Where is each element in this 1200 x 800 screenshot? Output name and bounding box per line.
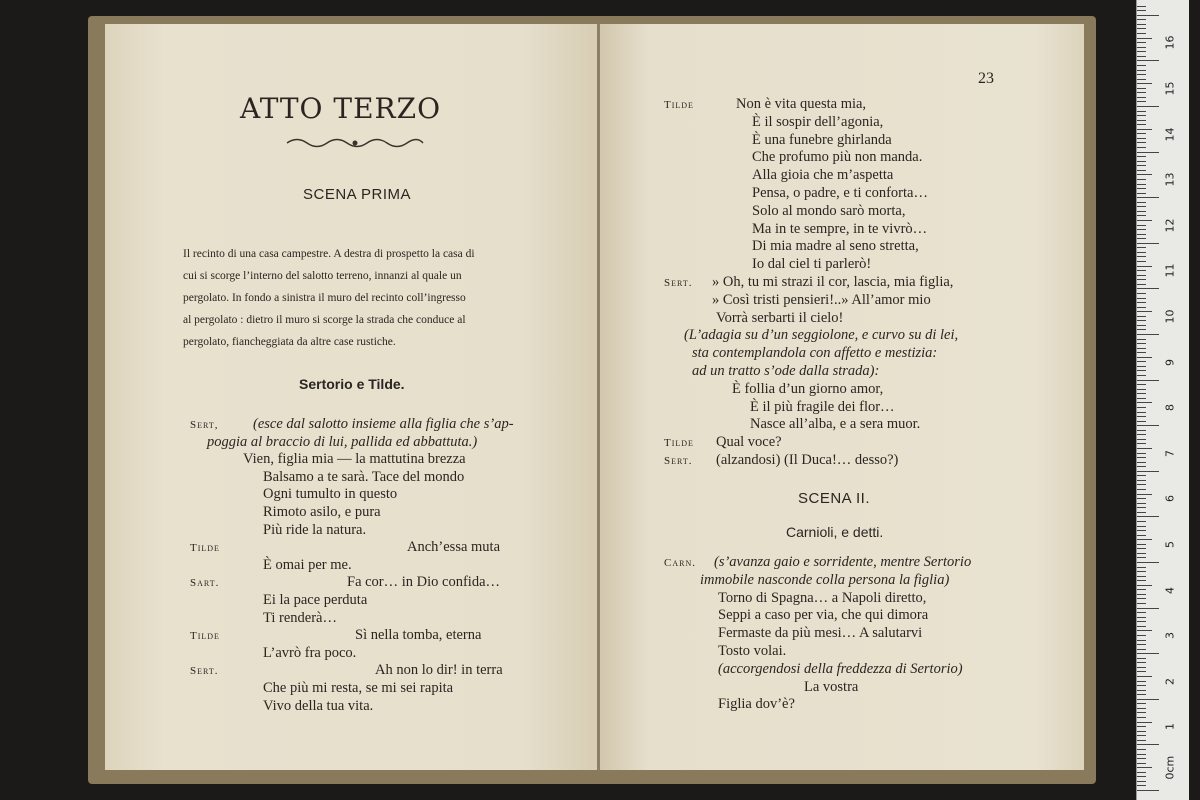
ruler-number: 0cm (1163, 755, 1177, 780)
cast-list: Carnioli, e detti. (786, 524, 884, 540)
ruler-tick (1137, 247, 1146, 248)
ruler-tick (1137, 667, 1146, 668)
stage-direction-line: (esce dal salotto insieme alla figlia che s’ap- (253, 416, 514, 432)
ruler-tick (1137, 471, 1159, 472)
ruler-tick (1137, 512, 1146, 513)
ruler-tick (1137, 261, 1146, 262)
scene-heading: SCENA II. (798, 490, 871, 507)
stage-direction-line: sta contemplandola con affetto e mestizia: (692, 345, 938, 362)
ruler-tick (1137, 88, 1146, 89)
ruler-tick (1137, 466, 1146, 467)
ruler-tick (1137, 448, 1152, 449)
verse-line: Fermaste da più mesi… A salutarvi (718, 625, 923, 642)
ruler-tick (1137, 83, 1152, 84)
right-page (600, 24, 1084, 770)
ruler-tick (1137, 644, 1146, 645)
ruler-tick (1137, 243, 1159, 244)
ruler-tick (1137, 434, 1146, 435)
verse-line: (alzandosi) (Il Duca!… desso?) (716, 452, 899, 468)
verse-line: Alla gioia che m’aspetta (752, 167, 894, 184)
ruler-tick (1137, 375, 1146, 376)
ruler-tick (1137, 15, 1159, 16)
ruler-tick (1137, 202, 1146, 203)
stage-line: pergolato, fiancheggiata da altre case rustiche. (183, 336, 396, 348)
ruler-tick (1137, 161, 1146, 162)
ruler-tick (1137, 598, 1146, 599)
speaker-label: Sert. (664, 277, 693, 289)
ruler-tick (1137, 430, 1146, 431)
ruler-tick (1137, 352, 1146, 353)
ruler-tick (1137, 772, 1146, 773)
verse-line: Rimoto asilo, e pura (263, 504, 381, 520)
ruler-tick (1137, 685, 1146, 686)
ruler-tick (1137, 612, 1146, 613)
stage-direction-line: ad un tratto s’ode dalla strada): (692, 363, 880, 379)
ruler-tick (1137, 735, 1146, 736)
ruler-number: 15 (1163, 81, 1177, 96)
ruler-tick (1137, 776, 1146, 777)
ruler-tick (1137, 681, 1146, 682)
scene-heading: SCENA PRIMA (303, 186, 412, 203)
ruler-tick (1137, 530, 1146, 531)
ruler-tick (1137, 617, 1146, 618)
ruler-tick (1137, 562, 1159, 563)
ruler-tick (1137, 498, 1146, 499)
verse-line: Che più mi resta, se mi sei rapita (263, 680, 454, 696)
ruler-tick (1137, 626, 1146, 627)
ruler-tick (1137, 288, 1159, 289)
ruler-number: 4 (1163, 586, 1177, 594)
ruler-tick (1137, 503, 1146, 504)
ruler-tick (1137, 489, 1146, 490)
page-number: 23 (978, 70, 994, 87)
speaker-label: Tilde (190, 542, 220, 555)
ruler-tick (1137, 630, 1152, 631)
ruler-tick (1137, 462, 1146, 463)
ruler-tick (1137, 635, 1146, 636)
ruler-tick (1137, 298, 1146, 299)
ruler-tick (1137, 279, 1146, 280)
stage-line: pergolato. In fondo a sinistra il muro del recinto coll’ingresso (183, 292, 466, 304)
ruler-tick (1137, 580, 1146, 581)
stage-direction-line: (s’avanza gaio e sorridente, mentre Sertorio (714, 554, 972, 570)
ruler-tick (1137, 302, 1146, 303)
ruler-number: 7 (1163, 449, 1177, 457)
verse-line: Più ride la natura. (263, 521, 367, 538)
ruler-tick (1137, 65, 1146, 66)
verse-line: L’avrò fra poco. (263, 644, 357, 661)
ruler-tick (1137, 206, 1146, 207)
ruler-tick (1137, 252, 1146, 253)
verse-line: Ogni tumulto in questo (263, 486, 398, 503)
ruler-tick (1137, 111, 1146, 112)
verse-line: Balsamo a te sarà. Tace del mondo (263, 468, 465, 485)
ruler-tick (1137, 521, 1146, 522)
verse-line: Vien, figlia mia — la mattutina brezza (243, 451, 466, 468)
ruler-tick (1137, 544, 1146, 545)
stage-line: cui si scorge l’interno del salotto terreno, innanzi al quale un (183, 270, 462, 282)
verse-line: Che profumo più non manda. (752, 149, 923, 166)
ruler-tick (1137, 457, 1146, 458)
ruler-tick (1137, 311, 1152, 312)
ruler-tick (1137, 649, 1146, 650)
ruler-tick (1137, 79, 1146, 80)
ruler-tick (1137, 343, 1146, 344)
ruler-number: 11 (1163, 263, 1177, 278)
verse-line: Figlia dov’è? (718, 696, 795, 713)
ruler-tick (1137, 603, 1146, 604)
ruler-tick (1137, 621, 1146, 622)
ruler-tick (1137, 188, 1146, 189)
ruler-tick (1137, 740, 1146, 741)
ruler-tick (1137, 676, 1152, 677)
ruler-tick (1137, 407, 1146, 408)
ruler-number: 14 (1163, 127, 1177, 142)
ruler-tick (1137, 275, 1146, 276)
ruler-tick (1137, 101, 1146, 102)
verse-line: È il più fragile dei flor… (750, 398, 895, 415)
ruler-tick (1137, 480, 1146, 481)
ruler-tick (1137, 439, 1146, 440)
ruler-tick (1137, 74, 1146, 75)
ruler-tick (1137, 608, 1159, 609)
ornament-divider (285, 136, 425, 150)
ruler-tick (1137, 170, 1146, 171)
cast-list: Sertorio e Tilde. (299, 376, 405, 392)
ruler-tick (1137, 571, 1146, 572)
ruler-number: 9 (1163, 358, 1177, 366)
ruler-tick (1137, 215, 1146, 216)
ruler-tick (1137, 320, 1146, 321)
ruler-tick (1137, 699, 1159, 700)
ruler-tick (1137, 557, 1146, 558)
speaker-label: Sert. (190, 665, 219, 678)
ruler-tick (1137, 60, 1159, 61)
ruler-tick (1137, 6, 1146, 7)
ruler-tick (1137, 339, 1146, 340)
ruler-tick (1137, 576, 1146, 577)
ruler-tick (1137, 494, 1152, 495)
ruler-tick (1137, 124, 1146, 125)
ruler-number: 1 (1163, 723, 1177, 731)
ruler-tick (1137, 225, 1146, 226)
verse-line: Di mia madre al seno stretta, (752, 238, 919, 255)
ruler-tick (1137, 453, 1146, 454)
verse-line: Vorrà serbarti il cielo! (716, 309, 844, 326)
ruler-tick (1137, 694, 1146, 695)
ruler-tick (1137, 197, 1159, 198)
ruler-tick (1137, 19, 1146, 20)
ruler-tick (1137, 658, 1146, 659)
verse-line: Pensa, o padre, e ti conforta… (752, 185, 928, 201)
ruler-tick (1137, 763, 1146, 764)
ruler-tick (1137, 348, 1146, 349)
ruler-tick (1137, 229, 1146, 230)
ruler-tick (1137, 421, 1146, 422)
ruler-tick (1137, 38, 1152, 39)
ruler-tick (1137, 398, 1146, 399)
verse-line: È follia d’un giorno amor, (732, 380, 884, 397)
ruler-tick (1137, 717, 1146, 718)
ruler-tick (1137, 767, 1152, 768)
ruler-tick (1137, 165, 1146, 166)
verse-line: » Oh, tu mi strazi il cor, lascia, mia figlia, (712, 274, 954, 290)
ruler-tick (1137, 28, 1146, 29)
ruler-tick (1137, 47, 1146, 48)
ruler-tick (1137, 539, 1152, 540)
ruler-tick (1137, 785, 1146, 786)
left-page (105, 24, 597, 770)
ruler-tick (1137, 662, 1146, 663)
ruler-tick (1137, 380, 1159, 381)
ruler-tick (1137, 754, 1146, 755)
speaker-label: Sert. (664, 455, 693, 467)
ruler-tick (1137, 33, 1146, 34)
ruler-tick (1137, 585, 1152, 586)
ruler-tick (1137, 307, 1146, 308)
ruler-tick (1137, 92, 1146, 93)
ruler-tick (1137, 115, 1146, 116)
ruler-tick (1137, 384, 1146, 385)
ruler-tick (1137, 256, 1146, 257)
stage-direction-line: (accorgendosi della freddezza di Sertorio) (718, 660, 963, 677)
ruler-tick (1137, 42, 1146, 43)
measuring-ruler (1136, 0, 1189, 800)
ruler-number: 16 (1163, 35, 1177, 50)
ruler-tick (1137, 671, 1146, 672)
ruler-tick (1137, 357, 1152, 358)
ruler-tick (1137, 781, 1146, 782)
ruler-number: 5 (1163, 541, 1177, 548)
ruler-tick (1137, 402, 1152, 403)
ruler-tick (1137, 731, 1146, 732)
ruler-number: 10 (1163, 309, 1177, 324)
ruler-tick (1137, 749, 1146, 750)
ruler-tick (1137, 712, 1146, 713)
ruler-tick (1137, 790, 1159, 791)
verse-line: Ma in te sempre, in te vivrò… (752, 220, 928, 237)
ruler-tick (1137, 106, 1159, 107)
ruler-tick (1137, 589, 1146, 590)
speaker-label: Tilde (190, 630, 220, 643)
verse-line: Vivo della tua vita. (263, 697, 374, 714)
verse-line: La vostra (804, 678, 859, 695)
speaker-label: Tilde (664, 437, 694, 450)
ruler-tick (1137, 142, 1146, 143)
ruler-tick (1137, 475, 1146, 476)
stage-direction-line: immobile nasconde colla persona la figlia) (700, 571, 950, 588)
ruler-tick (1137, 594, 1146, 595)
ruler-tick (1137, 640, 1146, 641)
act-title: ATTO TERZO (240, 92, 442, 125)
verse-line: Tosto volai. (718, 643, 787, 659)
verse-line: È il sospir dell’agonia, (752, 113, 884, 130)
ruler-tick (1137, 174, 1152, 175)
ruler-tick (1137, 722, 1152, 723)
stage-direction-line: (L’adagia su d’un seggiolone, e curvo su di lei, (684, 327, 959, 344)
ruler-tick (1137, 220, 1152, 221)
verse-line: Io dal ciel ti parlerò! (752, 256, 872, 273)
ruler-tick (1137, 526, 1146, 527)
ruler-tick (1137, 129, 1152, 130)
speaker-label: Carn. (664, 557, 696, 569)
speaker-label: Sert, (190, 419, 219, 431)
ruler-number: 8 (1163, 404, 1177, 412)
ruler-number: 2 (1163, 677, 1177, 685)
verse-line: Sì nella tomba, eterna (355, 627, 482, 644)
verse-line: Non è vita questa mia, (736, 96, 867, 112)
ruler-tick (1137, 147, 1146, 148)
ruler-tick (1137, 138, 1146, 139)
stage-line: Il recinto di una casa campestre. A destra di prospetto la casa di (183, 248, 475, 260)
ruler-tick (1137, 443, 1146, 444)
ruler-tick (1137, 24, 1146, 25)
ruler-tick (1137, 56, 1146, 57)
verse-line: Fa cor… in Dio confida… (347, 574, 501, 591)
ruler-tick (1137, 366, 1146, 367)
ruler-tick (1137, 179, 1146, 180)
ruler-tick (1137, 184, 1146, 185)
verse-line: Nasce all’alba, e a sera muor. (750, 416, 921, 433)
ruler-tick (1137, 266, 1152, 267)
verse-line: Solo al mondo sarò morta, (752, 202, 906, 219)
ruler-tick (1137, 334, 1159, 335)
ruler-tick (1137, 507, 1146, 508)
verse-line: Ah non lo dir! in terra (375, 662, 503, 679)
ruler-tick (1137, 425, 1159, 426)
ruler-tick (1137, 548, 1146, 549)
ruler-tick (1137, 120, 1146, 121)
ruler-tick (1137, 152, 1159, 153)
ruler-tick (1137, 567, 1146, 568)
ruler-number: 6 (1163, 495, 1177, 503)
ruler-tick (1137, 412, 1146, 413)
ruler-tick (1137, 211, 1146, 212)
verse-line: Torno di Spagna… a Napoli diretto, (718, 589, 927, 606)
ruler-number: 3 (1163, 632, 1177, 640)
ruler-tick (1137, 193, 1146, 194)
ruler-tick (1137, 316, 1146, 317)
stage-direction (183, 244, 583, 354)
verse-line: » Così tristi pensieri!..» All’amor mio (712, 291, 931, 308)
ruler-tick (1137, 361, 1146, 362)
ruler-tick (1137, 703, 1146, 704)
ruler-tick (1137, 708, 1146, 709)
ruler-tick (1137, 238, 1146, 239)
speaker-label: Tilde (664, 99, 694, 111)
ruler-tick (1137, 51, 1146, 52)
ruler-tick (1137, 329, 1146, 330)
ruler-tick (1137, 726, 1146, 727)
verse-line: Qual voce? (716, 434, 782, 451)
ruler-tick (1137, 758, 1146, 759)
ruler-tick (1137, 553, 1146, 554)
ruler-tick (1137, 484, 1146, 485)
verse-line: Anch’essa muta (407, 539, 501, 556)
ruler-tick (1137, 325, 1146, 326)
ruler-number: 13 (1163, 172, 1177, 187)
ruler-tick (1137, 97, 1146, 98)
ruler-tick (1137, 156, 1146, 157)
stage-line: al pergolato : dietro il muro si scorge la strada che conduce al (183, 314, 466, 326)
ruler-tick (1137, 744, 1159, 745)
verse-line: Ei la pace perduta (263, 592, 368, 608)
ruler-tick (1137, 393, 1146, 394)
ruler-tick (1137, 690, 1146, 691)
speaker-label: Sart. (190, 577, 220, 590)
ruler-tick (1137, 293, 1146, 294)
ruler-tick (1137, 653, 1159, 654)
ruler-tick (1137, 70, 1146, 71)
ruler-tick (1137, 516, 1159, 517)
verse-line: Seppi a caso per via, che qui dimora (718, 607, 929, 624)
ruler-tick (1137, 133, 1146, 134)
ruler-tick (1137, 389, 1146, 390)
ruler-tick (1137, 535, 1146, 536)
ruler-tick (1137, 10, 1146, 11)
ruler-tick (1137, 370, 1146, 371)
ruler-tick (1137, 234, 1146, 235)
ruler-tick (1137, 416, 1146, 417)
ruler-number: 12 (1163, 218, 1177, 233)
verse-line: Ti renderà… (263, 609, 337, 626)
stage-direction-line: poggia al braccio di lui, pallida ed abbattuta.) (207, 433, 478, 450)
ruler-tick (1137, 284, 1146, 285)
verse-line: È una funebre ghirlanda (752, 131, 892, 148)
ruler-tick (1137, 270, 1146, 271)
verse-line: È omai per me. (263, 556, 352, 573)
